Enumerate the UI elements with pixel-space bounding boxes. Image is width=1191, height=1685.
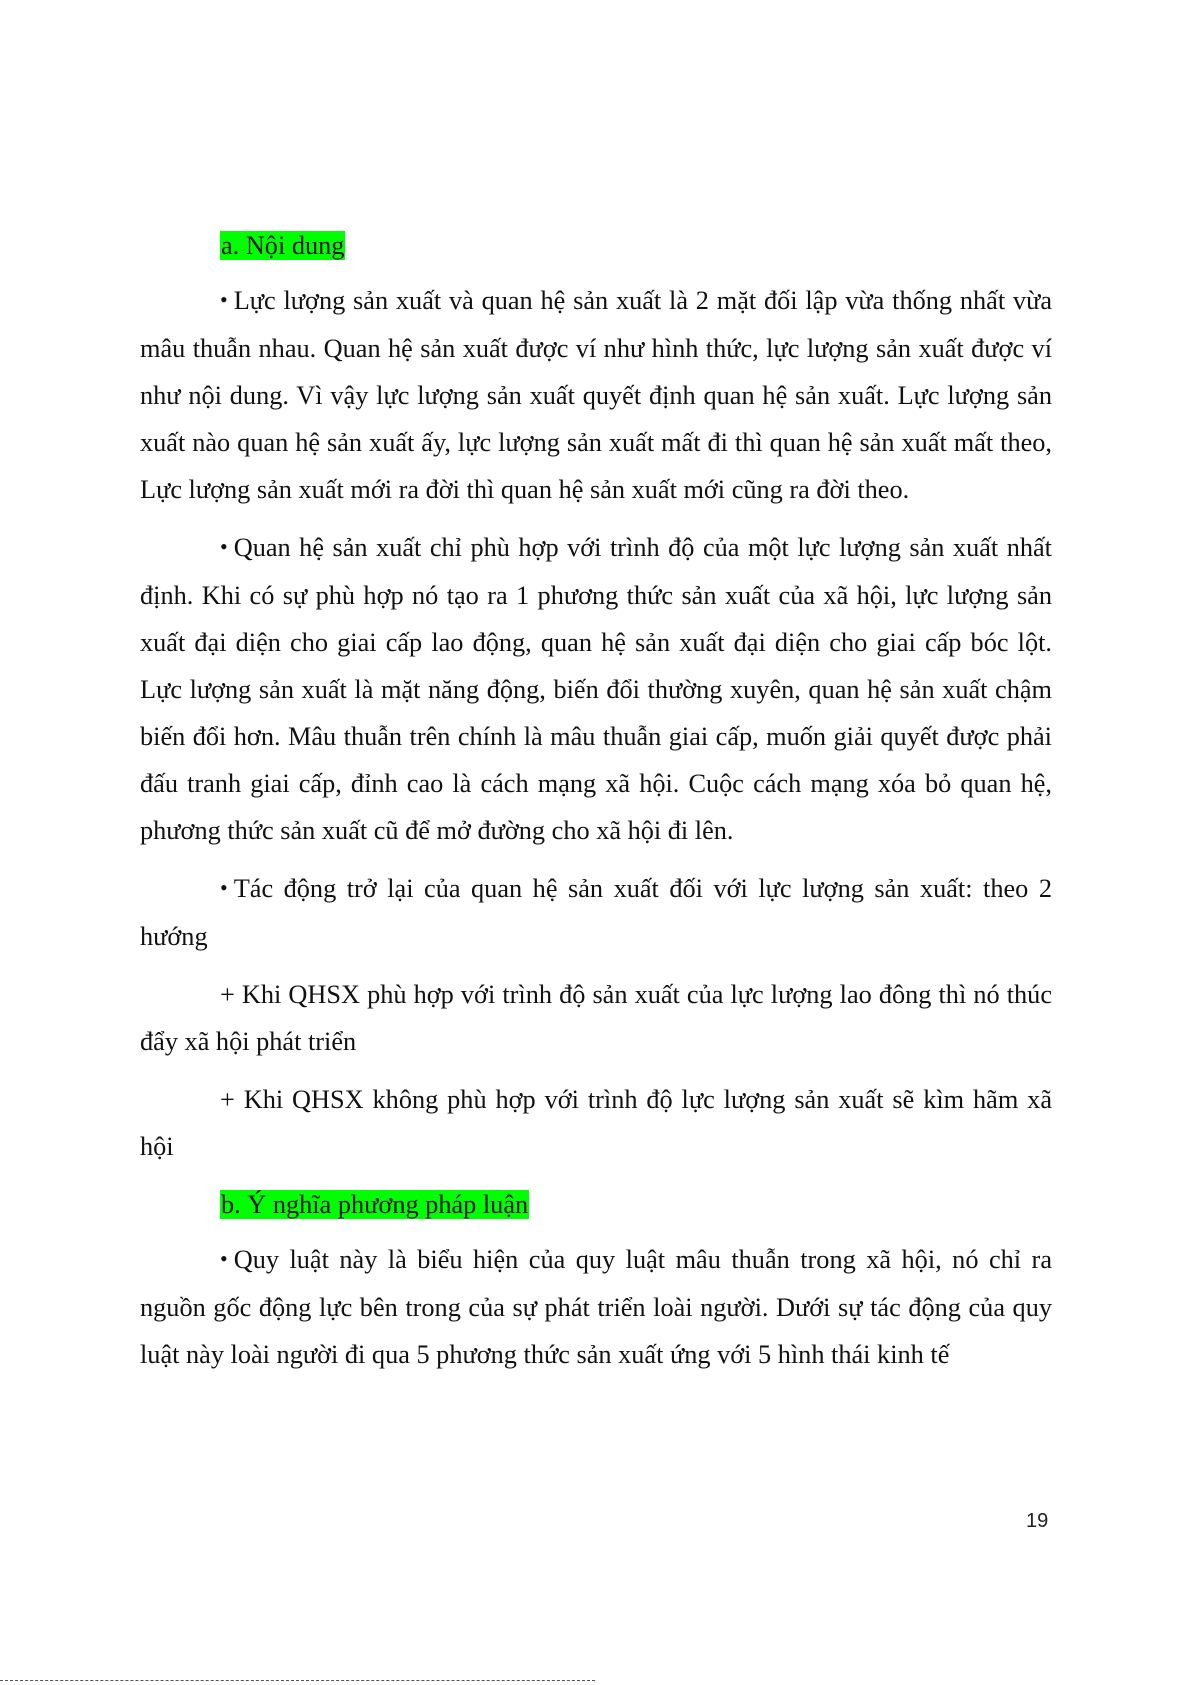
paragraph xyxy=(140,1076,1052,1170)
paragraph-text: Quy luật này là biểu hiện của quy luật mâu thuẫn trong xã hội, nó chỉ ra nguồn gốc động lực bên trong của sự phát triển loài người. Dưới sự tác động của quy luật này loài người đi qua 5 phương thức sản xuất ứng với 5 hình thái kinh tế xyxy=(140,1245,1052,1369)
page-divider xyxy=(0,1680,595,1682)
bullet-marker: • xyxy=(220,875,228,900)
section-heading-a xyxy=(220,222,345,269)
paragraph xyxy=(140,865,1052,960)
page-content xyxy=(140,222,1052,1389)
paragraph xyxy=(140,524,1052,854)
heading-a-text: a. Nội dung xyxy=(221,231,345,260)
paragraph xyxy=(140,277,1052,513)
paragraph-text: + Khi QHSX phù hợp với trình độ sản xuất của lực lượng lao đông thì nó thúc đẩy xã hội phát triển xyxy=(140,980,1052,1056)
paragraph xyxy=(140,1236,1052,1378)
bullet-marker: • xyxy=(220,534,228,559)
paragraph-text: Tác động trở lại của quan hệ sản xuất đối với lực lượng sản xuất: theo 2 hướng xyxy=(140,874,1052,951)
paragraph-text: + Khi QHSX không phù hợp với trình độ lực lượng sản xuất sẽ kìm hãm xã hội xyxy=(140,1085,1052,1161)
paragraph xyxy=(140,971,1052,1065)
bullet-marker: • xyxy=(220,287,228,312)
bullet-marker: • xyxy=(220,1246,228,1271)
section-heading-b xyxy=(220,1181,529,1228)
page-number: 19 xyxy=(1026,1510,1049,1532)
paragraph-text: Lực lượng sản xuất và quan hệ sản xuất là 2 mặt đối lập vừa thống nhất vừa mâu thuẫn nhau. Quan hệ sản xuất được ví như hình thức, lực lượng sản xuất được ví như nội dung. Vì vậy lực lượng sản xuất quyết định quan hệ sản xuất. Lực lượng sản xuất nào quan hệ sản xuất ấy, lực lượng sản xuất mất đi thì quan hệ sản xuất mất theo, Lực lượng sản xuất mới ra đời thì quan hệ sản xuất mới cũng ra đời theo. xyxy=(140,286,1052,504)
paragraph-text: Quan hệ sản xuất chỉ phù hợp với trình độ của một lực lượng sản xuất nhất định. Khi có sự phù hợp nó tạo ra 1 phương thức sản xuất của xã hội, lực lượng sản xuất đại diện cho giai cấp lao động, quan hệ sản xuất đại diện cho giai cấp bóc lột. Lực lượng sản xuất là mặt năng động, biến đổi thường xuyên, quan hệ sản xuất chậm biến đổi hơn. Mâu thuẫn trên chính là mâu thuẫn giai cấp, muốn giải quyết được phải đấu tranh giai cấp, đỉnh cao là cách mạng xã hội. Cuộc cách mạng xóa bỏ quan hệ, phương thức sản xuất cũ để mở đường cho xã hội đi lên. xyxy=(140,533,1052,845)
heading-b-text: b. Ý nghĩa phương pháp luận xyxy=(221,1190,529,1219)
